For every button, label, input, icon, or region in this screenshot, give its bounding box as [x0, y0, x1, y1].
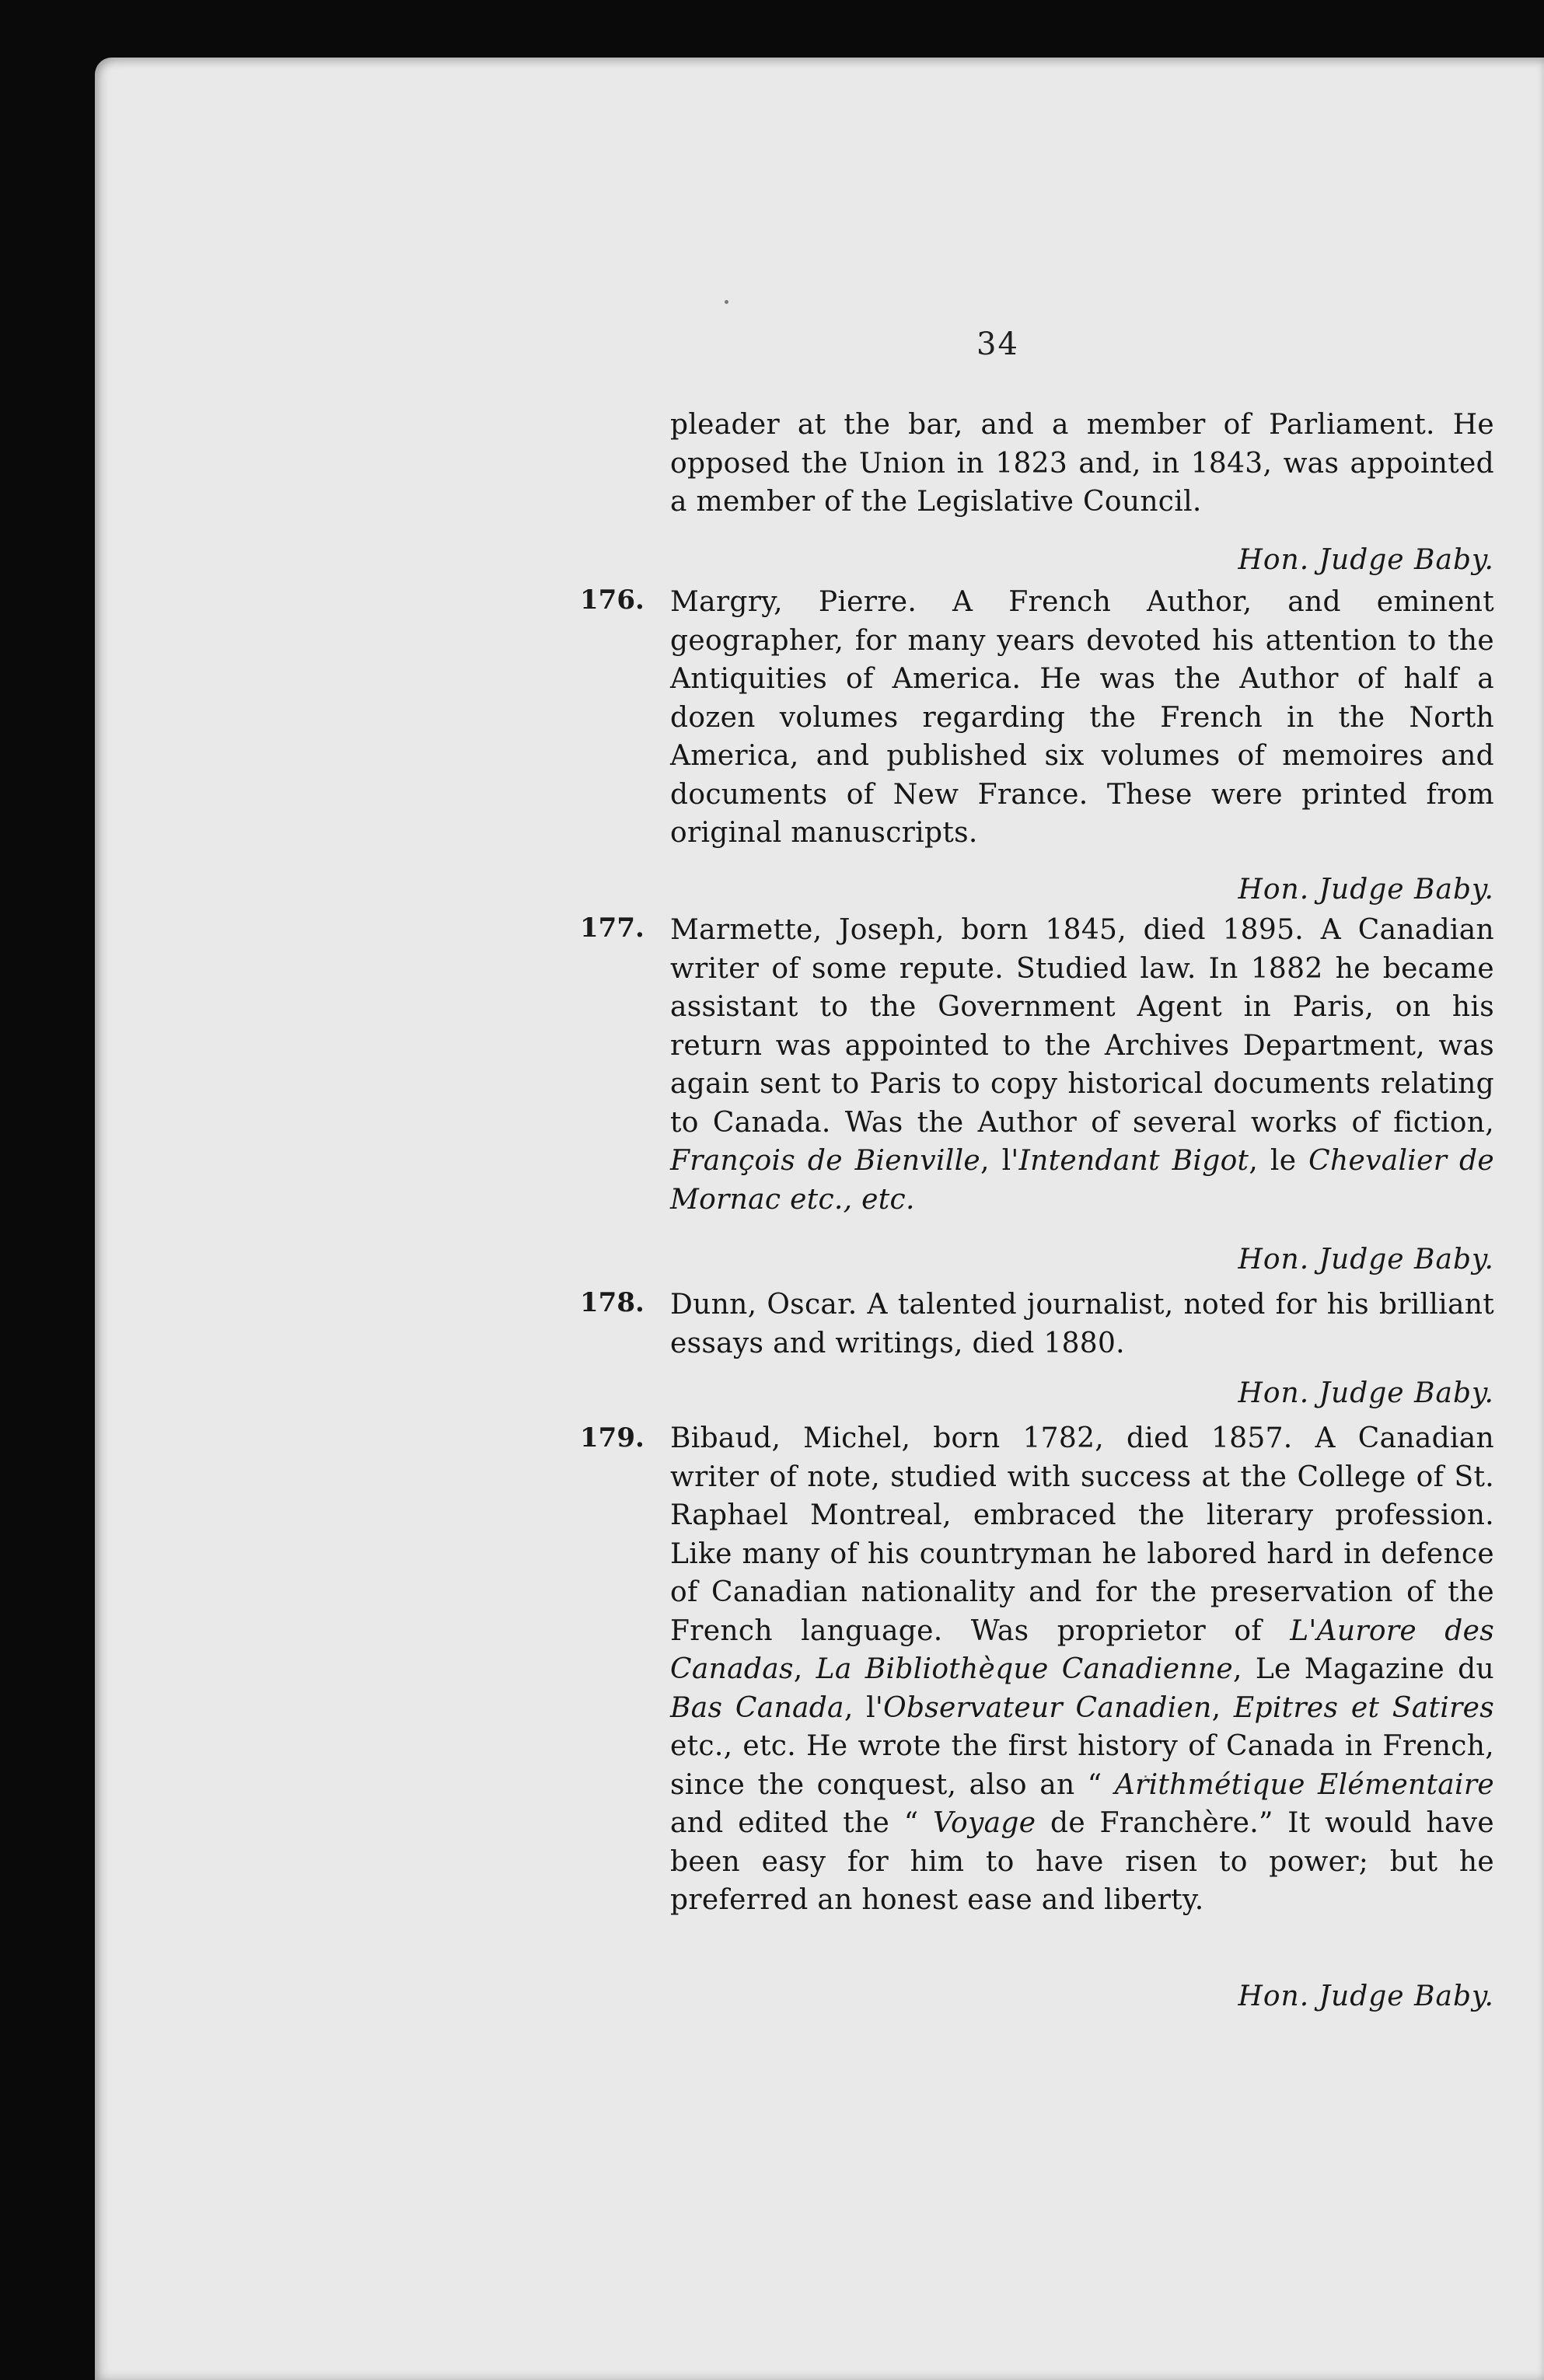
opening-paragraph: [670, 406, 1494, 522]
work-title-intendant-bigot: Intendant Bigot: [1018, 1145, 1249, 1177]
entry-176-attribution: Hon. Judge Baby.: [1238, 874, 1494, 906]
work-title-bibliotheque-canadienne: La Bibliothèque Canadienne: [816, 1653, 1233, 1685]
entry-177-separator: , le: [1249, 1145, 1309, 1177]
work-title-aurore-des-canadas: L'Aurore des Canadas: [670, 1614, 1494, 1685]
entry-177-text: [670, 911, 1494, 1219]
work-title-arithmetique-elementaire: Arithmétique Elémentaire: [1114, 1768, 1494, 1801]
entry-179-separator: ,: [1211, 1691, 1234, 1724]
entry-179-body-continued: etc., etc. He wrote the first history of Canada in French, since the conquest, also an “: [670, 1730, 1494, 1801]
dust-speck: [725, 300, 728, 304]
entry-177-attribution: Hon. Judge Baby.: [1238, 1244, 1494, 1275]
opening-attribution: Hon. Judge Baby.: [1238, 544, 1494, 576]
entry-179-body-continued: and edited the “: [670, 1807, 934, 1839]
entry-179-body: Bibaud, Michel, born 1782, died 1857. A Canadian writer of note, studied with success at the College of St. Raphael Montreal, embraced the literary profession. Like many of his countryman he labored hard in defence of Canadian nationality and for the preservation of the French language. Was proprietor of: [670, 1422, 1494, 1647]
entry-179-separator: , l': [844, 1691, 884, 1724]
entry-179-body-end: de Franchère.” It would have been easy for him to have risen to power; but he preferred an honest ease and liberty.: [670, 1807, 1494, 1916]
entry-178-text: [670, 1286, 1494, 1363]
entry-177-body: Marmette, Joseph, born 1845, died 1895. A Canadian writer of some repute. Studied law. In 1882 he became assistant to the Government Agent in Paris, on his return was appointed to the Archives Department, was again sent to Paris to copy historical documents relating to Canada. Was the Author of several works of fiction,: [670, 914, 1494, 1139]
work-title-voyage: Voyage: [933, 1807, 1036, 1839]
entry-176-body: Margry, Pierre. A French Author, and eminent geographer, for many years devoted his attention to the Antiquities of America. He was the Author of half a dozen volumes regarding the French in the North America, and published six volumes of memoires and documents of New France. These were printed from original manuscripts.: [670, 586, 1494, 849]
opening-text: pleader at the bar, and a member of Parliament. He opposed the Union in 1823 and, in 1843, was appointed a member of the Legislative Council.: [670, 409, 1494, 518]
entry-number-176: 176.: [580, 585, 644, 616]
work-title-francois-de-bienville: François de Bienville: [670, 1145, 981, 1177]
entry-179-attribution: Hon. Judge Baby.: [1238, 1980, 1494, 2012]
entry-179-text: [670, 1419, 1494, 1920]
work-title-chevalier-de-mornac: Chevalier de Mornac etc., etc.: [670, 1145, 1495, 1216]
entry-178-body: Dunn, Oscar. A talented journalist, noted for his brilliant essays and writings, died 1880.: [670, 1289, 1494, 1359]
work-title-observateur-canadien: Observateur Canadien: [883, 1691, 1212, 1724]
work-title-bas-canada: Bas Canada: [670, 1691, 844, 1724]
entry-number-177: 177.: [580, 913, 644, 944]
page-number: 34: [976, 326, 1019, 362]
entry-number-179: 179.: [580, 1422, 644, 1453]
entry-number-178: 178.: [580, 1287, 644, 1318]
entry-176-text: [670, 583, 1494, 853]
entry-178-attribution: Hon. Judge Baby.: [1238, 1377, 1494, 1409]
work-title-epitres-et-satires: Epitres et Satires: [1233, 1691, 1494, 1724]
entry-179-separator: , Le Magazine du: [1232, 1653, 1494, 1685]
entry-179-separator: ,: [793, 1653, 816, 1685]
entry-177-separator: , l': [980, 1145, 1019, 1177]
